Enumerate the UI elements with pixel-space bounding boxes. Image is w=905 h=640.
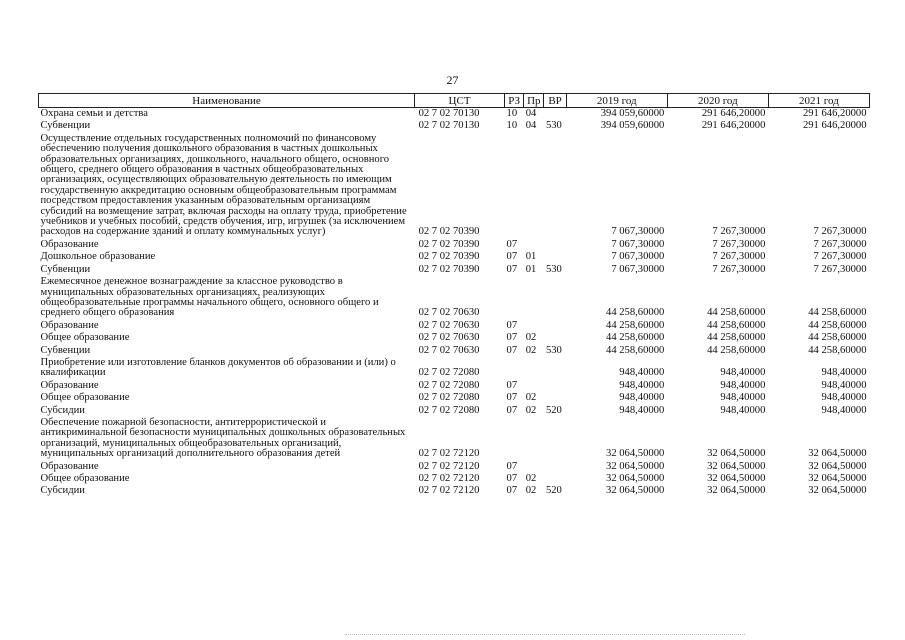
cell-y2020: 948,40000 — [720, 379, 766, 391]
cell-pr — [524, 380, 544, 392]
cell-cst: 02 7 02 70130 — [418, 108, 480, 119]
table-row — [39, 405, 870, 417]
cell-rz: 07 — [506, 238, 518, 250]
header-pr: Пр — [524, 94, 544, 108]
table-row — [39, 417, 870, 461]
cell-pr: 02 — [525, 404, 537, 416]
cell-name: Дошкольное образование — [40, 251, 156, 263]
cell-y2019: 948,40000 — [619, 392, 665, 404]
cell-y2020: 32 064,50000 — [707, 448, 766, 460]
cell-y2020: 7 267,30000 — [712, 226, 766, 238]
cell-rz — [505, 276, 524, 320]
cell-rz: 07 — [506, 392, 518, 404]
cell-y2020: 948,40000 — [720, 404, 766, 416]
table-row — [39, 345, 870, 357]
cell-rz: 07 — [506, 319, 518, 331]
cell-name: Ежемесячное денежное вознаграждение за классное руководство в муниципальных образовательных организациях, реализующих общеобразовательные программы начального общего, основного общего и среднего общего образования — [40, 276, 379, 319]
cell-pr: 02 — [525, 485, 537, 497]
cell-vr — [544, 473, 566, 485]
cell-y2019: 32 064,50000 — [606, 460, 665, 472]
table-body — [39, 108, 870, 498]
cell-cst: 02 7 02 72120 — [418, 473, 480, 484]
cell-cst: 02 7 02 70390 — [418, 238, 480, 250]
cell-y2020: 44 258,60000 — [707, 307, 766, 319]
cell-vr — [544, 320, 566, 332]
cell-y2020: 948,40000 — [720, 392, 766, 404]
cell-cst: 02 7 02 72120 — [418, 460, 480, 472]
cell-vr — [544, 108, 566, 121]
cell-pr: 02 — [525, 332, 537, 344]
table-row — [39, 357, 870, 380]
cell-y2019: 32 064,50000 — [606, 448, 665, 460]
cell-y2020: 32 064,50000 — [707, 460, 766, 472]
cell-name: Субсидии — [40, 404, 85, 416]
cell-rz: 07 — [506, 344, 518, 356]
cell-rz: 07 — [506, 251, 518, 263]
cell-y2019: 44 258,60000 — [606, 319, 665, 331]
cell-y2021: 44 258,60000 — [808, 307, 867, 319]
header-2021: 2021 год — [768, 94, 869, 108]
header-cst: ЦСТ — [415, 94, 505, 108]
cell-y2021: 44 258,60000 — [808, 344, 867, 356]
cell-rz — [505, 133, 524, 239]
cell-cst: 02 7 02 72080 — [418, 392, 480, 404]
cell-pr — [524, 239, 544, 251]
cell-vr: 520 — [545, 485, 562, 497]
cell-cst: 02 7 02 72120 — [418, 485, 480, 497]
cell-y2021: 7 267,30000 — [813, 251, 867, 263]
cell-y2019: 44 258,60000 — [606, 344, 665, 356]
header-vr: ВР — [544, 94, 566, 108]
cell-name: Образование — [40, 319, 99, 331]
cell-y2019: 7 067,30000 — [611, 238, 665, 250]
cell-y2021: 32 064,50000 — [808, 473, 867, 484]
cell-pr — [524, 357, 544, 380]
budget-table — [38, 93, 870, 498]
page-number: 27 — [446, 73, 459, 87]
cell-pr: 04 — [525, 120, 537, 132]
cell-y2020: 7 267,30000 — [712, 238, 766, 250]
cell-y2019: 44 258,60000 — [606, 307, 665, 319]
cell-y2020: 44 258,60000 — [707, 332, 766, 344]
header-2020: 2020 год — [667, 94, 768, 108]
cell-cst: 02 7 02 70630 — [418, 332, 480, 344]
cell-pr — [524, 133, 544, 239]
cell-y2021: 948,40000 — [821, 367, 867, 379]
cell-vr: 530 — [545, 263, 562, 275]
header-row — [39, 94, 870, 108]
cell-vr — [544, 133, 566, 239]
cell-y2019: 7 067,30000 — [611, 251, 665, 263]
cell-pr: 02 — [525, 344, 537, 356]
header-2019: 2019 год — [566, 94, 667, 108]
cell-y2021: 32 064,50000 — [808, 485, 867, 497]
cell-y2021: 7 267,30000 — [813, 238, 867, 250]
cell-name: Образование — [40, 460, 99, 472]
cell-rz — [505, 357, 524, 380]
cell-y2019: 44 258,60000 — [606, 332, 665, 344]
cell-y2019: 32 064,50000 — [606, 485, 665, 497]
table-row — [39, 461, 870, 473]
cell-name: Образование — [40, 238, 99, 250]
table-row — [39, 264, 870, 276]
cell-cst: 02 7 02 70630 — [418, 344, 480, 356]
cell-name: Общее образование — [40, 332, 130, 344]
cell-y2021: 7 267,30000 — [813, 263, 867, 275]
table-row — [39, 108, 870, 121]
cell-cst: 02 7 02 72080 — [418, 367, 480, 379]
cell-pr — [524, 461, 544, 473]
cell-y2019: 394 059,60000 — [600, 108, 665, 119]
cell-pr — [524, 320, 544, 332]
cell-rz: 07 — [506, 332, 518, 344]
cell-y2021: 32 064,50000 — [808, 460, 867, 472]
table-row — [39, 392, 870, 404]
cell-name: Общее образование — [40, 392, 130, 404]
cell-rz: 07 — [506, 473, 518, 484]
cell-rz: 07 — [506, 460, 518, 472]
cell-rz: 10 — [506, 120, 518, 132]
cell-cst: 02 7 02 70630 — [418, 307, 480, 319]
cell-rz: 10 — [506, 108, 518, 119]
cell-y2020: 948,40000 — [720, 367, 766, 379]
cell-y2019: 7 067,30000 — [611, 226, 665, 238]
cell-cst: 02 7 02 70130 — [418, 120, 480, 132]
cell-vr: 520 — [545, 404, 562, 416]
cell-vr — [544, 276, 566, 320]
table-row — [39, 239, 870, 251]
cell-vr — [544, 380, 566, 392]
cell-y2021: 948,40000 — [821, 404, 867, 416]
cell-y2020: 291 646,20000 — [701, 120, 766, 132]
cell-y2021: 44 258,60000 — [808, 332, 867, 344]
cell-name: Субвенции — [40, 263, 91, 275]
table-row — [39, 120, 870, 132]
cell-y2021: 291 646,20000 — [802, 108, 867, 119]
table-row — [39, 485, 870, 497]
cell-y2020: 291 646,20000 — [701, 108, 766, 119]
cell-cst: 02 7 02 70390 — [418, 251, 480, 263]
cell-cst: 02 7 02 72080 — [418, 404, 480, 416]
cell-y2019: 948,40000 — [619, 367, 665, 379]
cell-pr: 02 — [525, 392, 537, 404]
table-row — [39, 133, 870, 239]
cell-pr: 02 — [525, 473, 537, 484]
cell-y2020: 44 258,60000 — [707, 319, 766, 331]
cell-pr: 01 — [525, 263, 537, 275]
cell-name: Субсидии — [40, 485, 85, 497]
cell-cst: 02 7 02 70390 — [418, 263, 480, 275]
cell-y2021: 948,40000 — [821, 392, 867, 404]
cell-cst: 02 7 02 70630 — [418, 319, 480, 331]
cell-name: Приобретение или изготовление бланков документов об образовании и (или) о квалификации — [40, 356, 396, 379]
header-rz: РЗ — [505, 94, 524, 108]
cell-rz: 07 — [506, 263, 518, 275]
cell-y2019: 7 067,30000 — [611, 263, 665, 275]
cell-name: Общее образование — [40, 473, 130, 484]
cell-y2020: 7 267,30000 — [712, 263, 766, 275]
table-row — [39, 276, 870, 320]
cell-vr: 530 — [545, 344, 562, 356]
cell-vr — [544, 461, 566, 473]
cell-rz — [505, 417, 524, 461]
cell-vr: 530 — [545, 120, 562, 132]
scan-artifact — [345, 634, 745, 636]
cell-rz: 07 — [506, 404, 518, 416]
cell-name: Обеспечение пожарной безопасности, антитеррористической и антикриминальной безопасности муниципальных дошкольных образовательных организаций, муниципальных общеобразовательных организаций, муниципальных организаций дополнительного образования детей — [40, 416, 406, 460]
table-header — [39, 94, 870, 108]
cell-vr — [544, 251, 566, 263]
cell-y2020: 44 258,60000 — [707, 344, 766, 356]
cell-y2020: 32 064,50000 — [707, 485, 766, 497]
cell-name: Охрана семьи и детства — [40, 108, 148, 119]
cell-y2021: 7 267,30000 — [813, 226, 867, 238]
cell-y2019: 32 064,50000 — [606, 473, 665, 484]
cell-cst: 02 7 02 72120 — [418, 448, 480, 460]
cell-name: Субвенции — [40, 344, 91, 356]
cell-y2019: 948,40000 — [619, 379, 665, 391]
cell-pr: 01 — [525, 251, 537, 263]
cell-rz: 07 — [506, 379, 518, 391]
header-name: Наименование — [39, 94, 415, 108]
cell-name: Образование — [40, 379, 99, 391]
cell-vr — [544, 332, 566, 344]
table-row — [39, 320, 870, 332]
cell-y2021: 948,40000 — [821, 379, 867, 391]
cell-vr — [544, 357, 566, 380]
cell-y2021: 291 646,20000 — [802, 120, 867, 132]
table-row — [39, 380, 870, 392]
cell-pr — [524, 276, 544, 320]
cell-cst: 02 7 02 72080 — [418, 379, 480, 391]
cell-y2021: 32 064,50000 — [808, 448, 867, 460]
cell-y2020: 7 267,30000 — [712, 251, 766, 263]
cell-y2020: 32 064,50000 — [707, 473, 766, 484]
table-row — [39, 251, 870, 263]
table-row — [39, 473, 870, 485]
cell-y2019: 394 059,60000 — [600, 120, 665, 132]
cell-vr — [544, 417, 566, 461]
cell-name: Субвенции — [40, 120, 91, 132]
cell-vr — [544, 239, 566, 251]
cell-rz: 07 — [506, 485, 518, 497]
cell-y2019: 948,40000 — [619, 404, 665, 416]
cell-pr: 04 — [525, 108, 537, 119]
table-row — [39, 332, 870, 344]
cell-y2021: 44 258,60000 — [808, 319, 867, 331]
cell-pr — [524, 417, 544, 461]
cell-vr — [544, 392, 566, 404]
cell-name: Осуществление отдельных государственных полномочий по финансовому обеспечению получения дошкольного образования в частных дошкольных образовательных организациях, дошкольного, начального общего, основного общего, среднего общего образования в частных общеобразовательных организациях, осуществляющих образовательную деятельность по имеющим государственную аккредитацию основным общеобразовательным программам посредством предоставления указанным образовательным организациям субсидий на возмещение затрат, включая расходы на оплату труда, приобретение учебников и учебных пособий, средств обучения, игр, игрушек (за исключением расходов на содержание зданий и оплату коммунальных услуг) — [40, 132, 407, 238]
cell-cst: 02 7 02 70390 — [418, 226, 480, 238]
